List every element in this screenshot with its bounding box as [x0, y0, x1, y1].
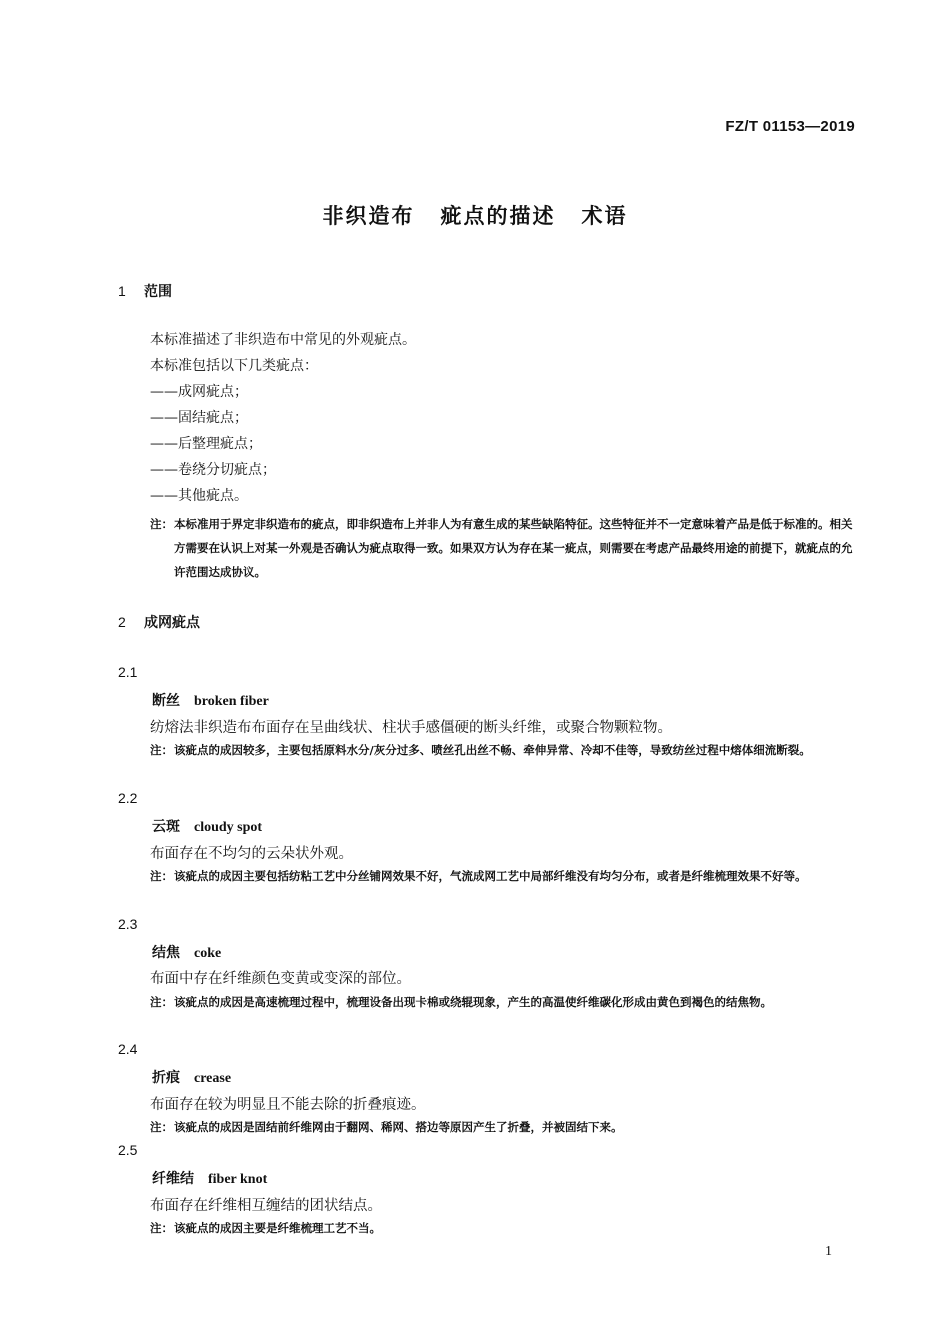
term-chinese: 折痕: [152, 1070, 180, 1086]
entry-number: 2.1: [118, 664, 138, 680]
scope-paragraph-2: 本标准包括以下几类疵点：: [150, 358, 318, 374]
definition: 纺熔法非织造布布面存在呈曲线状、柱状手感僵硬的断头纤维，或聚合物颗粒物。: [150, 720, 672, 736]
note-text: 该疵点的成因是固结前纤维网由于翻网、稀网、搭边等原因产生了折叠，并被固结下来。: [174, 1120, 623, 1134]
definition: 布面存在不均匀的云朵状外观。: [150, 846, 353, 862]
term-chinese: 断丝: [152, 693, 180, 709]
term-english: broken fiber: [194, 694, 269, 709]
term: [152, 1067, 231, 1087]
term: [152, 816, 262, 836]
list-item: ——后整理疵点；: [150, 436, 262, 452]
title-part-2: 疵点的描述: [440, 204, 556, 228]
definition: 布面中存在纤维颜色变黄或变深的部位。: [150, 971, 411, 987]
note-text: 该疵点的成因主要包括纺粘工艺中分丝铺网效果不好，气流成网工艺中局部纤维没有均匀分布，或者是纤维梳理效果不好等。: [174, 869, 807, 883]
section-1-heading: [118, 281, 172, 301]
note-label: 注：: [150, 869, 173, 883]
entry-note: [150, 990, 858, 1014]
term-chinese: 结焦: [152, 945, 180, 961]
document-title: [0, 200, 950, 230]
term-english: cloudy spot: [194, 820, 263, 835]
term: [152, 942, 221, 962]
scope-paragraph-1: 本标准描述了非织造布中常见的外观疵点。: [150, 332, 416, 348]
page-number: 1: [825, 1244, 832, 1259]
section-title: 范围: [144, 284, 172, 300]
section-number: 2: [118, 614, 126, 630]
section-title: 成网疵点: [144, 615, 200, 631]
term-english: coke: [194, 946, 222, 961]
note-label: 注：: [150, 743, 173, 757]
entry-number: 2.4: [118, 1041, 138, 1057]
entry-note: [150, 1115, 858, 1139]
section-number: 1: [118, 283, 126, 299]
title-part-1: 非织造布: [322, 204, 415, 228]
entry-note: [150, 738, 858, 762]
list-item: ——固结疵点；: [150, 410, 248, 426]
term-chinese: 纤维结: [152, 1171, 194, 1187]
note-label: 注：: [150, 995, 173, 1009]
list-item: ——成网疵点；: [150, 384, 248, 400]
note-label: 注：: [150, 1221, 173, 1235]
entry-number: 2.3: [118, 916, 138, 932]
entry-note: [150, 1216, 858, 1240]
note-text: 该疵点的成因较多，主要包括原料水分/灰分过多、喷丝孔出丝不畅、牵伸异常、冷却不佳等，导致纺丝过程中熔体细流断裂。: [174, 743, 811, 757]
title-part-3: 术语: [581, 204, 628, 228]
note-text: 本标准用于界定非织造布的疵点，即非织造布上并非人为有意生成的某些缺陷特征。这些特征并不一定意味着产品是低于标准的。相关方需要在认识上对某一外观是否确认为疵点取得一致。如果双方认为存在某一疵点，则需要在考虑产品最终用途的前提下，就疵点的允许范围达成协议。: [174, 517, 853, 579]
list-item: ——其他疵点。: [150, 488, 248, 504]
term-english: crease: [194, 1071, 232, 1086]
entry-note: [150, 864, 858, 888]
term-english: fiber knot: [208, 1172, 268, 1187]
note-text: 该疵点的成因是高速梳理过程中，梳理设备出现卡棉或绕辊现象，产生的高温使纤维碳化形成由黄色到褐色的结焦物。: [174, 995, 772, 1009]
defect-category-list: [150, 379, 276, 509]
entry-number: 2.2: [118, 790, 138, 806]
list-item: ——卷绕分切疵点；: [150, 462, 276, 478]
term: [152, 690, 269, 710]
note-label: 注：: [150, 517, 173, 531]
definition: 布面存在较为明显且不能去除的折叠痕迹。: [150, 1097, 426, 1113]
term: [152, 1168, 267, 1188]
scope-note: [150, 512, 858, 584]
note-text: 该疵点的成因主要是纤维梳理工艺不当。: [174, 1221, 381, 1235]
entry-number: 2.5: [118, 1142, 138, 1158]
standard-code: FZ/T 01153—2019: [725, 118, 855, 135]
term-chinese: 云斑: [152, 819, 180, 835]
section-2-heading: [118, 612, 200, 632]
note-label: 注：: [150, 1120, 173, 1134]
definition: 布面存在纤维相互缠结的团状结点。: [150, 1198, 382, 1214]
